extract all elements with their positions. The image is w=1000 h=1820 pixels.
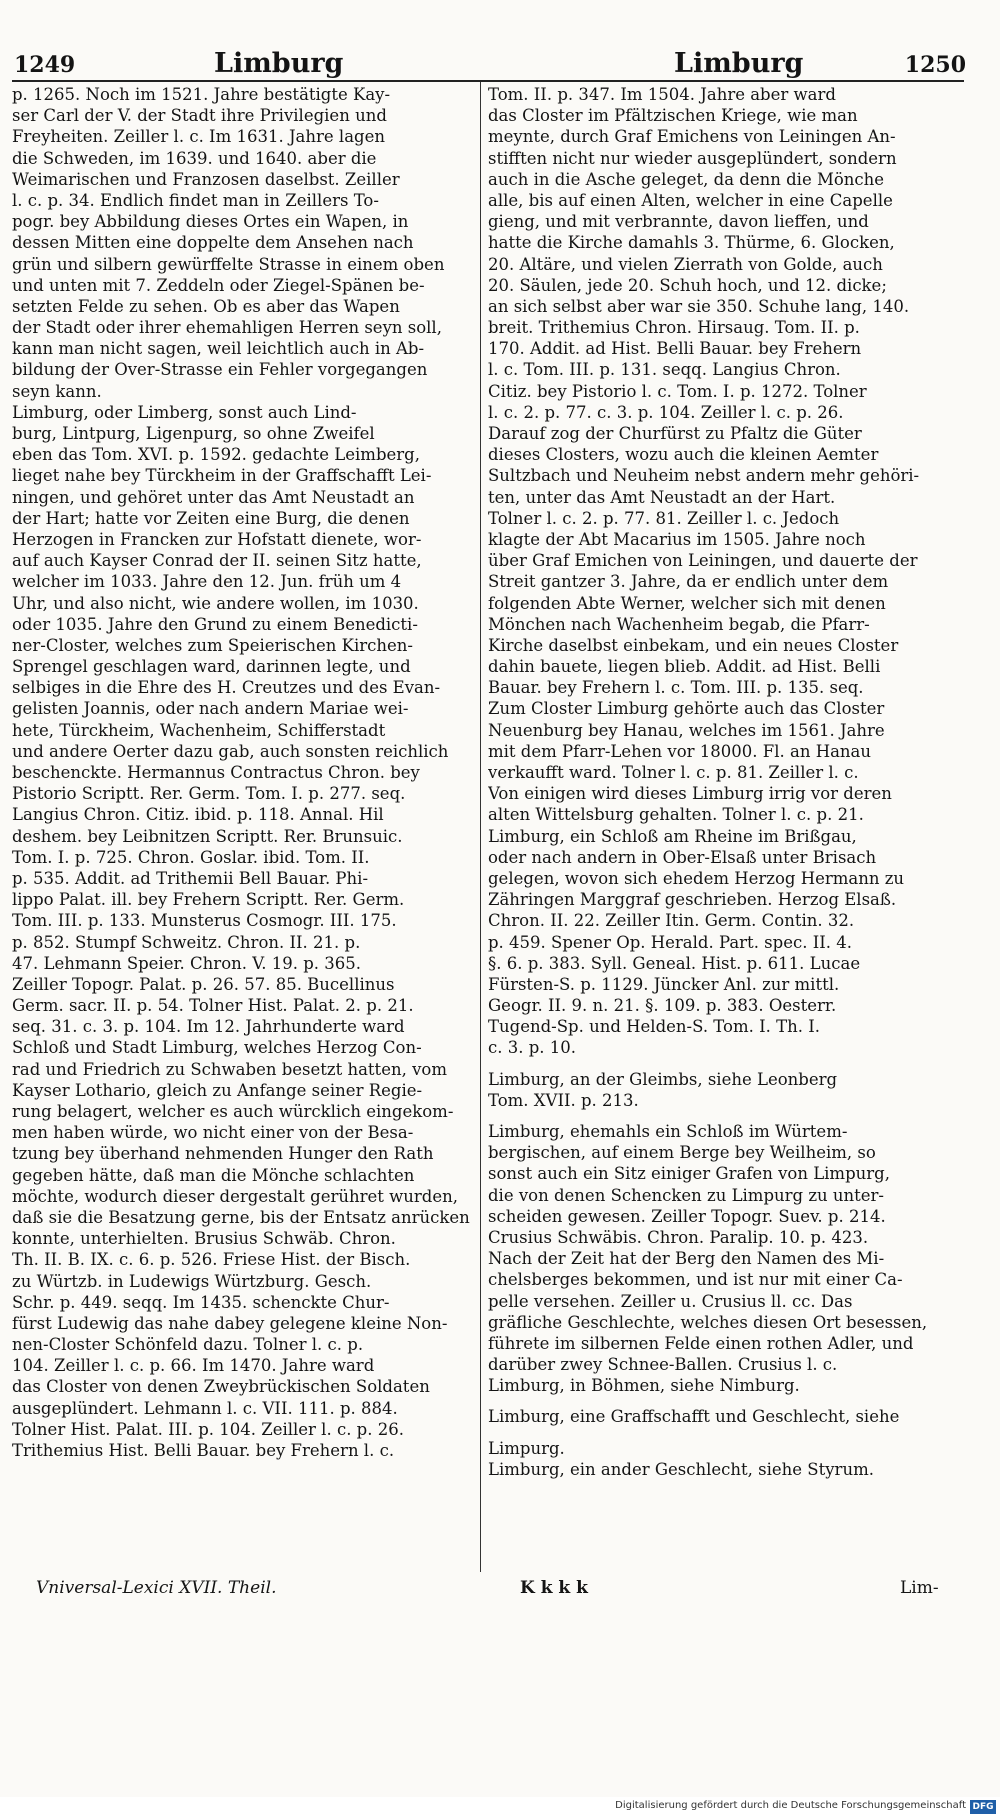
text-line: gelisten Joannis, oder nach andern Mariae wei- — [12, 699, 409, 719]
text-line: Citiz. bey Pistorio l. c. Tom. I. p. 1272. Tolner — [488, 381, 867, 401]
text-line: bildung der Over-Strasse ein Fehler vorgegangen — [12, 360, 428, 380]
text-line: l. c. Tom. III. p. 131. seqq. Langius Chron. — [488, 360, 841, 380]
text-line: Nach der Zeit hat der Berg den Namen des Mi- — [488, 1249, 885, 1269]
paragraph-gap — [488, 1396, 964, 1406]
text-line: Tom. XVII. p. 213. — [488, 1090, 639, 1110]
text-line: das Closter von denen Zweybrückischen Soldaten — [12, 1377, 430, 1397]
text-line: lieget nahe bey Türckheim in der Graffschafft Lei- — [12, 466, 432, 486]
text-line: Neuenburg bey Hanau, welches im 1561. Jahre — [488, 720, 885, 740]
text-line: Von einigen wird dieses Limburg irrig vor deren — [488, 784, 892, 804]
digitization-footer — [0, 1797, 1000, 1820]
text-line: dahin bauete, liegen blieb. Addit. ad Hist. Belli — [488, 657, 881, 677]
text-line: Limburg, oder Limberg, sonst auch Lind- — [12, 402, 357, 422]
text-line: gieng, und mit verbrannte, davon lieffen, und — [488, 212, 869, 232]
text-line: welcher im 1033. Jahre den 12. Jun. früh um 4 — [12, 572, 402, 592]
text-line: Chron. II. 22. Zeiller Itin. Germ. Contin. 32. — [488, 911, 855, 931]
text-line: Tom. I. p. 725. Chron. Goslar. ibid. Tom. II. — [12, 847, 370, 867]
signature-line: Vniversal-Lexici XVII. Theil. — [36, 1578, 277, 1598]
text-line: Zeiller Topogr. Palat. p. 26. 57. 85. Bucellinus — [12, 974, 395, 994]
column-divider — [480, 82, 481, 1572]
text-line: hatte die Kirche damahls 3. Thürme, 6. Glocken, — [488, 233, 895, 253]
text-line: alten Wittelsburg gehalten. Tolner l. c. p. 21. — [488, 805, 864, 825]
right-column — [488, 84, 964, 1480]
running-title-right: Limburg — [674, 48, 804, 79]
text-line: Pistorio Scriptt. Rer. Germ. Tom. I. p. 277. seq. — [12, 784, 406, 804]
text-line: darüber zwey Schnee-Ballen. Crusius l. c. — [488, 1355, 838, 1375]
text-line: Streit gantzer 3. Jahre, da er endlich unter dem — [488, 572, 889, 592]
text-line: §. 6. p. 383. Syll. Geneal. Hist. p. 611. Lucae — [488, 953, 861, 973]
text-line: Germ. sacr. II. p. 54. Tolner Hist. Palat. 2. p. 21. — [12, 996, 414, 1016]
text-line: Tom. III. p. 133. Munsterus Cosmogr. III. 175. — [12, 911, 397, 931]
text-line: Tom. II. p. 347. Im 1504. Jahre aber ward — [488, 85, 836, 104]
text-line: Langius Chron. Citiz. ibid. p. 118. Annal. Hil — [12, 805, 384, 825]
text-line: Freyheiten. Zeiller l. c. Im 1631. Jahre lagen — [12, 127, 385, 147]
text-line: kann man nicht sagen, weil leichtlich auch in Ab- — [12, 339, 425, 359]
text-line: dessen Mitten eine doppelte dem Ansehen nach — [12, 233, 414, 253]
header-rule — [12, 80, 964, 82]
text-line: p. 459. Spener Op. Herald. Part. spec. II. 4. — [488, 932, 852, 952]
text-line: sonst auch ein Sitz einiger Grafen von Limpurg, — [488, 1164, 890, 1184]
text-line: 47. Lehmann Speier. Chron. V. 19. p. 365. — [12, 953, 362, 973]
text-line: und unten mit 7. Zeddeln oder Ziegel-Spänen be- — [12, 275, 425, 295]
text-line: führete im silbernen Felde einen rothen Adler, und — [488, 1333, 914, 1353]
text-line: der Stadt oder ihrer ehemahligen Herren seyn soll, — [12, 318, 442, 338]
text-line: Mönchen nach Wachenheim begab, die Pfarr- — [488, 614, 870, 634]
text-line: tzung bey überhand nehmenden Hunger den Rath — [12, 1144, 434, 1164]
signature-mark: K k k k — [520, 1578, 588, 1598]
text-line: an sich selbst aber war sie 350. Schuhe lang, 140. — [488, 296, 910, 316]
text-line: möchte, wodurch dieser dergestalt gerühret wurden, — [12, 1186, 459, 1206]
text-line: l. c. p. 34. Endlich findet man in Zeillers To- — [12, 190, 379, 210]
text-line: gegeben hätte, daß man die Mönche schlachten — [12, 1165, 415, 1185]
text-line: stifften nicht nur wieder ausgeplündert, sondern — [488, 148, 897, 168]
left-column — [12, 84, 472, 1461]
text-line: Zähringen Marggraf geschrieben. Herzog Elsaß. — [488, 890, 897, 910]
text-line: lippo Palat. ill. bey Frehern Scriptt. Rer. Germ. — [12, 890, 405, 910]
text-line: oder 1035. Jahre den Grund zu einem Benedicti- — [12, 614, 418, 634]
text-line: Limburg, ein Schloß am Rheine im Brißgau, — [488, 826, 857, 846]
text-line: Darauf zog der Churfürst zu Pfaltz die Güter — [488, 424, 862, 443]
text-line: Weimarischen und Franzosen daselbst. Zeiller — [12, 169, 400, 189]
text-line: scheiden gewesen. Zeiller Topogr. Suev. p. 214. — [488, 1206, 886, 1226]
text-line: Sprengel geschlagen ward, darinnen legte, und — [12, 657, 411, 677]
text-line: die von denen Schencken zu Limpurg zu unter- — [488, 1185, 885, 1205]
text-line: der Hart; hatte vor Zeiten eine Burg, die denen — [12, 508, 410, 528]
text-line: 20. Säulen, jede 20. Schuh hoch, und 12. dicke; — [488, 275, 887, 295]
text-line: Tugend-Sp. und Helden-S. Tom. I. Th. I. — [488, 1017, 820, 1037]
text-line: verkaufft ward. Tolner l. c. p. 81. Zeiller l. c. — [488, 763, 859, 782]
text-line: seq. 31. c. 3. p. 104. Im 12. Jahrhunderte ward — [12, 1017, 405, 1037]
paragraph-gap — [488, 1428, 964, 1438]
text-line: deshem. bey Leibnitzen Scriptt. Rer. Brunsuic. — [12, 826, 403, 846]
text-line: Geogr. II. 9. n. 21. §. 109. p. 383. Oesterr. — [488, 996, 837, 1016]
text-line: Sultzbach und Neuheim nebst andern mehr gehöri- — [488, 466, 920, 486]
text-line: Schr. p. 449. seqq. Im 1435. schenckte Chur- — [12, 1292, 390, 1312]
text-line: alle, bis auf einen Alten, welcher in eine Capelle — [488, 190, 893, 210]
text-line: Tolner Hist. Palat. III. p. 104. Zeiller l. c. p. 26. — [12, 1419, 404, 1439]
text-line: 104. Zeiller l. c. p. 66. Im 1470. Jahre ward — [12, 1356, 375, 1376]
text-line: Schloß und Stadt Limburg, welches Herzog Con- — [12, 1038, 422, 1058]
text-line: ausgeplündert. Lehmann l. c. VII. 111. p. 884. — [12, 1398, 398, 1418]
text-line: konnte, unterhielten. Brusius Schwäb. Chron. — [12, 1229, 396, 1249]
text-line: das Closter im Pfältzischen Kriege, wie man — [488, 106, 858, 126]
text-line: pelle versehen. Zeiller u. Crusius ll. cc. Das — [488, 1291, 853, 1311]
text-line: klagte der Abt Macarius im 1505. Jahre noch — [488, 529, 866, 549]
text-line: Limburg, in Böhmen, siehe Nimburg. — [488, 1376, 800, 1396]
text-line: Fürsten-S. p. 1129. Jüncker Anl. zur mittl. — [488, 974, 840, 994]
text-line: auf auch Kayser Conrad der II. seinen Sitz hatte, — [12, 551, 422, 571]
text-line: ten, unter das Amt Neustadt an der Hart. — [488, 487, 836, 507]
paragraph-gap — [488, 1059, 964, 1069]
text-line: nen-Closter Schönfeld dazu. Tolner l. c. p. — [12, 1335, 364, 1355]
funding-credit: Digitalisierung gefördert durch die Deutsche Forschungsgemeinschaft — [615, 1800, 966, 1811]
text-line: p. 1265. Noch im 1521. Jahre bestätigte Kay- — [12, 85, 391, 104]
text-line: Uhr, und also nicht, wie andere wollen, im 1030. — [12, 593, 419, 613]
text-line: Bauar. bey Frehern l. c. Tom. III. p. 135. seq. — [488, 678, 864, 698]
text-line: setzten Felde zu sehen. Ob es aber das Wapen — [12, 296, 400, 316]
text-line: ningen, und gehöret unter das Amt Neustadt an — [12, 487, 415, 507]
text-line: Limpurg. — [488, 1438, 565, 1458]
text-line: burg, Lintpurg, Ligenpurg, so ohne Zweifel — [12, 424, 375, 443]
text-line: dieses Closters, wozu auch die kleinen Aemter — [488, 445, 879, 465]
text-line: beschenckte. Hermannus Contractus Chron. bey — [12, 763, 420, 782]
text-line: chelsberges bekommen, und ist nur mit einer Ca- — [488, 1270, 903, 1290]
text-line: gräfliche Geschlechte, welches diesen Ort besessen, — [488, 1312, 928, 1332]
text-line: Limburg, ehemahls ein Schloß im Würtem- — [488, 1122, 848, 1141]
text-line: fürst Ludewig das nahe dabey gelegene kleine Non- — [12, 1313, 448, 1333]
text-line: gelegen, wovon sich ehedem Herzog Hermann zu — [488, 868, 905, 888]
dfg-logo: DFG — [970, 1800, 996, 1814]
text-line: l. c. 2. p. 77. c. 3. p. 104. Zeiller l. c. p. 26. — [488, 402, 844, 422]
text-line: ner-Closter, welches zum Speierischen Kirchen- — [12, 635, 413, 655]
text-line: Th. II. B. IX. c. 6. p. 526. Friese Hist. der Bisch. — [12, 1250, 411, 1270]
text-line: Tolner l. c. 2. p. 77. 81. Zeiller l. c. Jedoch — [488, 508, 840, 528]
text-line: und andere Oerter dazu gab, auch sonsten reichlich — [12, 741, 449, 761]
text-line: zu Würtzb. in Ludewigs Würtzburg. Gesch. — [12, 1271, 372, 1291]
text-line: Trithemius Hist. Belli Bauar. bey Frehern l. c. — [12, 1441, 395, 1460]
text-line: rung belagert, welcher es auch würcklich eingekom- — [12, 1102, 454, 1121]
paragraph-gap — [488, 1111, 964, 1121]
text-line: p. 852. Stumpf Schweitz. Chron. II. 21. p. — [12, 932, 361, 952]
text-line: breit. Trithemius Chron. Hirsaug. Tom. II. p. — [488, 318, 860, 338]
text-line: Limburg, ein ander Geschlecht, siehe Styrum. — [488, 1459, 874, 1479]
page-number-right: 1250 — [904, 52, 966, 78]
text-line: p. 535. Addit. ad Trithemii Bell Bauar. Phi- — [12, 868, 369, 888]
text-line: oder nach andern in Ober-Elsaß unter Brisach — [488, 847, 877, 867]
text-line: Kayser Lothario, gleich zu Anfange seiner Regie- — [12, 1080, 423, 1100]
running-title-left: Limburg — [214, 48, 344, 79]
text-line: Herzogen in Francken zur Hofstatt dienete, wor- — [12, 529, 422, 549]
text-line: grün und silbern gewürffelte Strasse in einem oben — [12, 254, 445, 274]
text-line: rad und Friedrich zu Schwaben besetzt hatten, vom — [12, 1059, 447, 1079]
text-line: auch in die Asche geleget, da denn die Mönche — [488, 169, 885, 189]
page-number-left: 1249 — [14, 52, 76, 78]
text-line: men haben würde, wo nicht einer von der Besa- — [12, 1123, 414, 1143]
text-line: bergischen, auf einem Berge bey Weilheim, so — [488, 1143, 876, 1163]
text-line: Limburg, eine Graffschafft und Geschlecht, siehe — [488, 1407, 900, 1427]
text-line: c. 3. p. 10. — [488, 1038, 577, 1058]
text-line: meynte, durch Graf Emichens von Leiningen An- — [488, 127, 896, 147]
text-line: Limburg, an der Gleimbs, siehe Leonberg — [488, 1069, 838, 1089]
catchword: Lim- — [900, 1578, 939, 1598]
text-line: folgenden Abte Werner, welcher sich mit denen — [488, 593, 886, 613]
text-line: 170. Addit. ad Hist. Belli Bauar. bey Frehern — [488, 339, 862, 359]
text-line: die Schweden, im 1639. und 1640. aber die — [12, 148, 377, 168]
text-line: ser Carl der V. der Stadt ihre Privilegien und — [12, 106, 387, 126]
text-line: Zum Closter Limburg gehörte auch das Closter — [488, 699, 885, 719]
text-line: eben das Tom. XVI. p. 1592. gedachte Leimberg, — [12, 445, 420, 465]
text-line: daß sie die Besatzung gerne, bis der Entsatz anrücken — [12, 1207, 470, 1227]
text-line: Kirche daselbst einbekam, und ein neues Closter — [488, 635, 899, 655]
text-line: seyn kann. — [12, 381, 102, 401]
text-line: Crusius Schwäbis. Chron. Paralip. 10. p. 423. — [488, 1227, 869, 1247]
text-line: selbiges in die Ehre des H. Creutzes und des Evan- — [12, 678, 441, 698]
text-line: 20. Altäre, und vielen Zierrath von Golde, auch — [488, 254, 883, 274]
text-line: über Graf Emichen von Leiningen, und dauerte der — [488, 551, 918, 571]
text-line: mit dem Pfarr-Lehen vor 18000. Fl. an Hanau — [488, 741, 872, 761]
text-line: pogr. bey Abbildung dieses Ortes ein Wapen, in — [12, 212, 409, 232]
text-line: hete, Türckheim, Wachenheim, Schifferstadt — [12, 720, 386, 740]
